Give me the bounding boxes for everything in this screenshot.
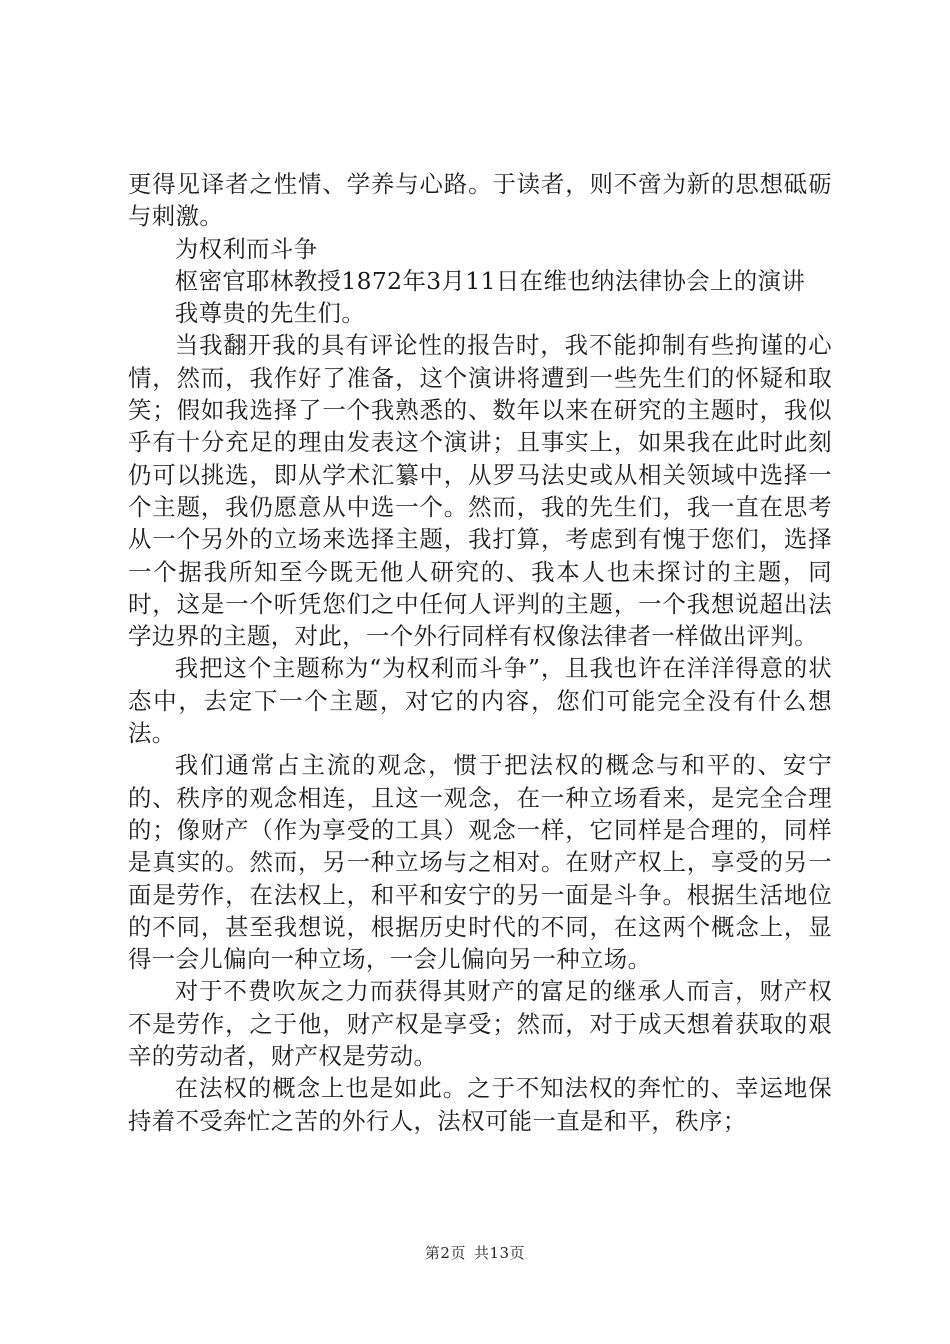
section-title: 为权利而斗争 bbox=[174, 234, 318, 263]
paragraph: 我们通常占主流的观念，惯于把法权的概念与和平的、安宁的、秩序的观念相连，且这一观念，在一种立场看来，是完全合理的；像财产（作为享受的工具）观念一样，它同样是合理的，同样是真实的。然而，另一种立场与之相对。在财产权上，享受的另一面是劳作，在法权上，和平和安宁的另一面是斗争。根据生活地位的不同，甚至我想说，根据历史时代的不同，在这两个概念上，显得一会儿偏向一种立场，一会儿偏向另一种立场。 bbox=[128, 751, 832, 974]
paragraph: 在法权的概念上也是如此。之于不知法权的奔忙的、幸运地保持着不受奔忙之苦的外行人，法权可能一直是和平，秩序； bbox=[128, 1074, 832, 1135]
page-footer bbox=[0, 1242, 950, 1263]
page-total: 共13页 bbox=[473, 1244, 526, 1262]
salutation: 我尊贵的先生们。 bbox=[174, 299, 366, 328]
paragraph: 我把这个主题称为“为权利而斗争”，且我也许在洋洋得意的状态中，去定下一个主题，对它的内容，您们可能完全没有什么想法。 bbox=[128, 654, 832, 748]
document-body bbox=[128, 168, 832, 1137]
paragraph: 当我翻开我的具有评论性的报告时，我不能抑制有些拘谨的心情，然而，我作好了准备，这个演讲将遭到一些先生们的怀疑和取笑；假如我选择了一个我熟悉的、数年以来在研究的主题时，我似乎有十分充足的理由发表这个演讲；且事实上，如果我在此时此刻仍可以挑选，即从学术汇纂中，从罗马法史或从相关领域中选择一个主题，我仍愿意从中选一个。然而，我的先生们，我一直在思考从一个另外的立场来选择主题，我打算，考虑到有愧于您们，选择一个据我所知至今既无他人研究的、我本人也未探讨的主题，同时，这是一个听凭您们之中任何人评判的主题，一个我想说超出法学边界的主题，对此，一个外行同样有权像法律者一样做出评判。 bbox=[128, 331, 832, 651]
speech-subtitle: 枢密官耶林教授1872年3月11日在维也纳法律协会上的演讲 bbox=[174, 266, 806, 295]
paragraph-continuation: 更得见译者之性情、学养与心路。于读者，则不啻为新的思想砥砺与刺激。 bbox=[128, 170, 832, 231]
page-number: 第2页 bbox=[424, 1244, 466, 1262]
paragraph: 对于不费吹灰之力而获得其财产的富足的继承人而言，财产权不是劳作，之于他，财产权是享受；然而，对于成天想着获取的艰辛的劳动者，财产权是劳动。 bbox=[128, 977, 832, 1071]
